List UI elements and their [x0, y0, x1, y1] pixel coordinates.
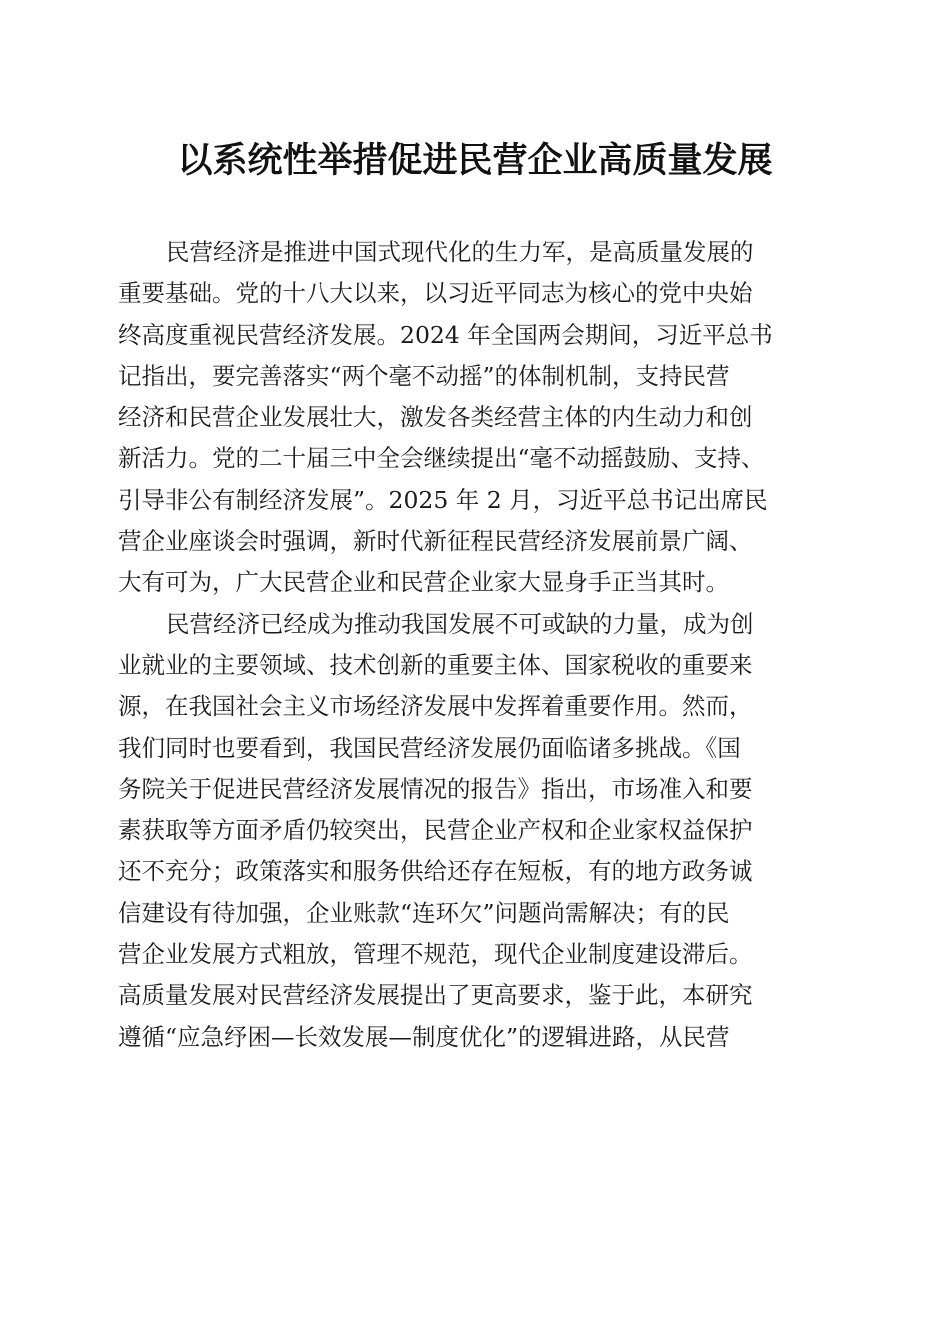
text-line: 还不充分；政策落实和服务供给还存在短板，有的地方政务诚 — [118, 857, 753, 886]
text-line: 信建设有待加强，企业账款“连环欠”问题尚需解决；有的民 — [118, 898, 730, 927]
text-line: 记指出，要完善落实“两个毫不动摇”的体制机制，支持民营 — [118, 361, 730, 390]
text-line: 高质量发展对民营经济发展提出了更高要求，鉴于此，本研究 — [118, 981, 753, 1010]
text-line: 终高度重视民营经济发展。2024 年全国两会期间，习近平总书 — [118, 320, 773, 349]
text-line: 经济和民营企业发展壮大，激发各类经营主体的内生动力和创 — [118, 403, 753, 432]
text-line: 素获取等方面矛盾仍较突出，民营企业产权和企业家权益保护 — [118, 816, 753, 845]
text-line: 业就业的主要领域、技术创新的重要主体、国家税收的重要来 — [118, 650, 753, 679]
paragraph-1 — [118, 232, 838, 604]
document-title: 以系统性举措促进民营企业高质量发展 — [177, 140, 773, 181]
text-line: 营企业座谈会时强调，新时代新征程民营经济发展前景广阔、 — [118, 527, 753, 556]
text-line: 引导非公有制经济发展”。2025 年 2 月，习近平总书记出席民 — [118, 485, 768, 514]
text-line: 务院关于促进民营经济发展情况的报告》指出，市场准入和要 — [118, 774, 753, 803]
text-line: 源，在我国社会主义市场经济发展中发挥着重要作用。然而， — [118, 692, 753, 721]
text-line: 重要基础。党的十八大以来，以习近平同志为核心的党中央始 — [118, 279, 753, 308]
text-line: 新活力。党的二十届三中全会继续提出“毫不动摇鼓励、支持、 — [118, 444, 765, 473]
text-line: 遵循“应急纾困—长效发展—制度优化”的逻辑进路，从民营 — [118, 1022, 730, 1051]
text-line: 我们同时也要看到，我国民营经济发展仍面临诸多挑战。《国 — [118, 733, 741, 762]
text-line: 大有可为，广大民营企业和民营企业家大显身手正当其时。 — [118, 568, 729, 597]
paragraph-2 — [118, 604, 838, 1058]
document-body — [118, 232, 838, 1058]
text-line: 营企业发展方式粗放，管理不规范，现代企业制度建设滞后。 — [118, 940, 753, 969]
text-line: 民营经济是推进中国式现代化的生力军，是高质量发展的 — [166, 238, 754, 266]
text-line: 民营经济已经成为推动我国发展不可或缺的力量，成为创 — [166, 609, 754, 638]
